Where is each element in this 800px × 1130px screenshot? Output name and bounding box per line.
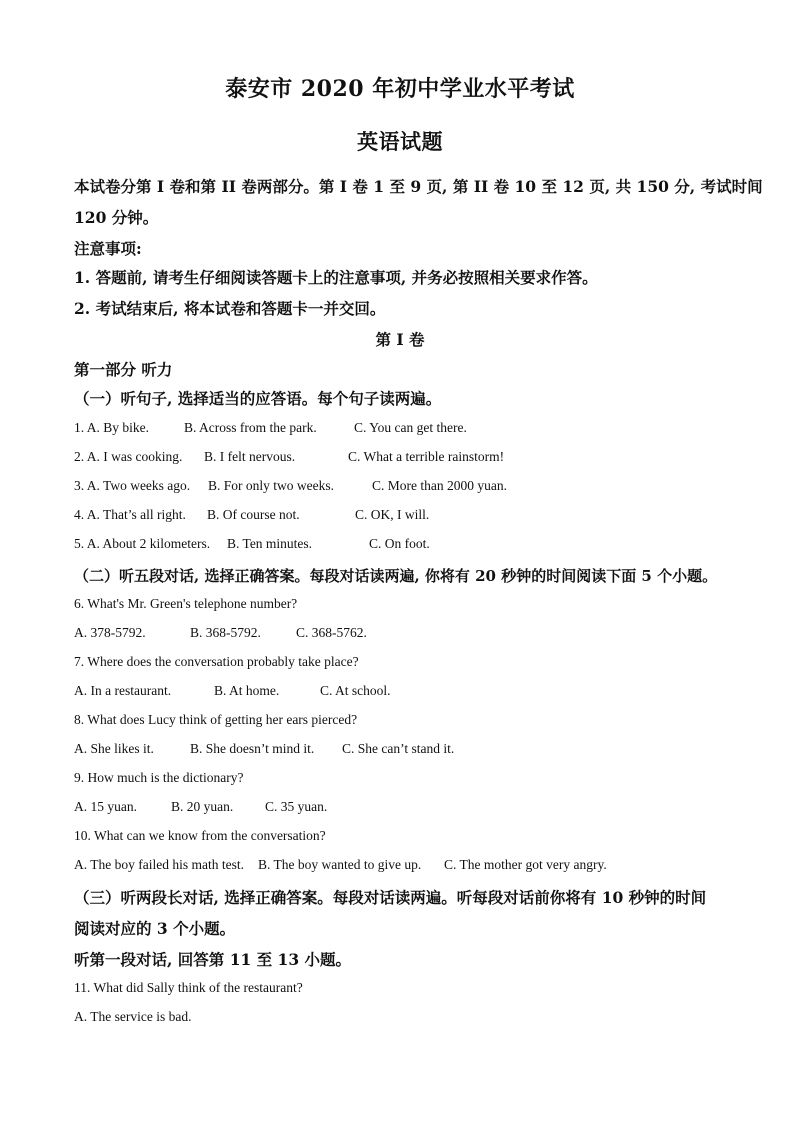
question-6-options [74, 625, 367, 641]
q7-option-b: B. At home. [214, 683, 280, 698]
section3-title-line2: 阅读对应的 3 个小题。 [74, 919, 236, 938]
question-7-stem: 7. Where does the conversation probably take place? [74, 654, 359, 669]
q8-option-c: C. She can’t stand it. [342, 741, 455, 756]
q2-option-c: C. What a terrible rainstorm! [348, 449, 505, 464]
q3-option-b: B. For only two weeks. [208, 478, 334, 493]
question-5 [74, 536, 430, 552]
q6-option-b: B. 368-5792. [190, 625, 261, 640]
q1-option-a: 1. A. By bike. [74, 420, 150, 435]
volume-title: 第 I 卷 [375, 330, 425, 349]
intro-line-1: 本试卷分第 I 卷和第 II 卷两部分。第 I 卷 1 至 9 页, 第 II 卷 10 至 12 页, 共 150 分, 考试时间 [74, 177, 763, 196]
q3-option-a: 3. A. Two weeks ago. [74, 478, 191, 493]
q4-option-a: 4. A. That’s all right. [74, 507, 186, 522]
section3-title-line1: （三）听两段长对话, 选择正确答案。每段对话读两遍。听每段对话前你将有 10 秒钟的时间 [74, 888, 707, 907]
q10-option-b: B. The boy wanted to give up. [258, 857, 422, 872]
exam-title: 泰安市 2020 年初中学业水平考试 [225, 76, 575, 102]
q5-option-a: 5. A. About 2 kilometers. [74, 536, 211, 551]
q7-option-a: A. In a restaurant. [74, 683, 172, 698]
q7-option-c: C. At school. [320, 683, 391, 698]
q1-option-b: B. Across from the park. [184, 420, 317, 435]
q10-option-a: A. The boy failed his math test. [74, 857, 244, 872]
question-9-options [74, 799, 327, 815]
q6-option-c: C. 368-5762. [296, 625, 367, 640]
q4-option-c: C. OK, I will. [355, 507, 430, 522]
notes-title: 注意事项: [74, 239, 142, 258]
q1-option-c: C. You can get there. [354, 420, 467, 435]
q8-option-b: B. She doesn’t mind it. [190, 741, 315, 756]
q9-option-a: A. 15 yuan. [74, 799, 137, 814]
section2-title: （二）听五段对话, 选择正确答案。每段对话读两遍, 你将有 20 秒钟的时间阅读下面 5 个小题。 [74, 567, 718, 585]
question-10-stem: 10. What can we know from the conversation? [74, 828, 326, 843]
q3-option-c: C. More than 2000 yuan. [372, 478, 507, 493]
q5-option-b: B. Ten minutes. [227, 536, 313, 551]
q9-option-c: C. 35 yuan. [265, 799, 328, 814]
q11-option-a: A. The service is bad. [74, 1009, 192, 1024]
question-8-stem: 8. What does Lucy think of getting her ears pierced? [74, 712, 358, 727]
question-4 [74, 507, 429, 523]
q6-option-a: A. 378-5792. [74, 625, 146, 640]
question-9-stem: 9. How much is the dictionary? [74, 770, 244, 785]
subject-title: 英语试题 [357, 129, 443, 154]
q2-option-b: B. I felt nervous. [204, 449, 296, 464]
question-2 [74, 449, 504, 465]
question-3 [74, 478, 507, 494]
question-6-stem: 6. What's Mr. Green's telephone number? [74, 596, 298, 611]
q10-option-c: C. The mother got very angry. [444, 857, 607, 872]
q8-option-a: A. She likes it. [74, 741, 154, 756]
question-8-options [74, 741, 454, 757]
note-2: 2. 考试结束后, 将本试卷和答题卡一并交回。 [74, 299, 386, 318]
dialog1-instruction: 听第一段对话, 回答第 11 至 13 小题。 [74, 950, 352, 969]
question-7-options [74, 683, 391, 699]
note-1: 1. 答题前, 请考生仔细阅读答题卡上的注意事项, 并务必按照相关要求作答。 [74, 268, 598, 287]
section1-title: （一）听句子, 选择适当的应答语。每个句子读两遍。 [74, 389, 442, 408]
question-11-stem: 11. What did Sally think of the restaurant? [74, 980, 303, 995]
part1-title: 第一部分 听力 [74, 360, 173, 379]
q9-option-b: B. 20 yuan. [171, 799, 234, 814]
q4-option-b: B. Of course not. [207, 507, 300, 522]
q2-option-a: 2. A. I was cooking. [74, 449, 183, 464]
q5-option-c: C. On foot. [369, 536, 430, 551]
question-1 [74, 420, 467, 436]
intro-line-2: 120 分钟。 [74, 208, 159, 227]
question-10-options [74, 857, 607, 873]
